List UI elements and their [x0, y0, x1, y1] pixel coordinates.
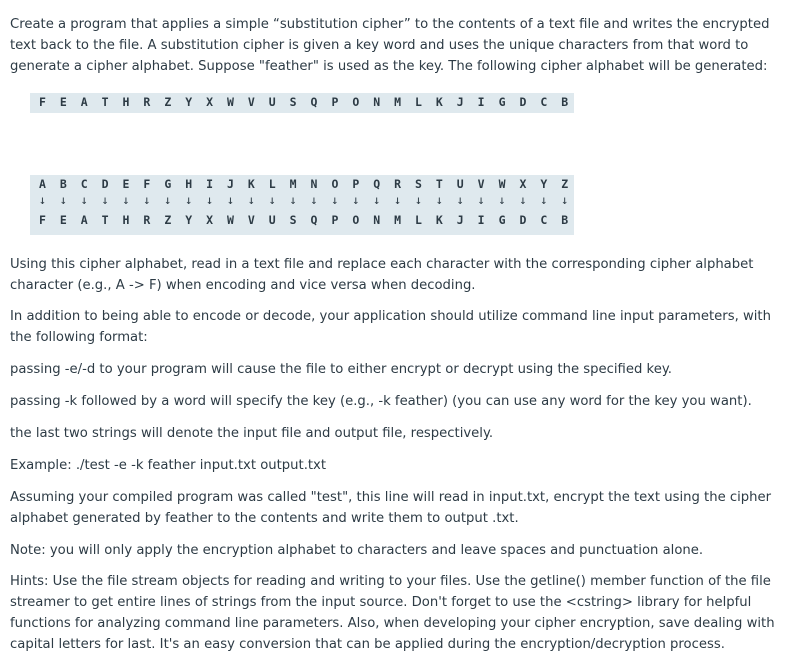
plain-letter-8: I — [206, 177, 214, 191]
mapped-cipher-letter-9: W — [226, 213, 234, 227]
plain-letter-16: Q — [373, 177, 381, 191]
mapped-cipher-letter-25: B — [561, 213, 569, 227]
mapped-cipher-letter-14: P — [331, 213, 339, 227]
down-arrow-icon: ↓ — [456, 193, 464, 207]
down-arrow-icon: ↓ — [435, 193, 443, 207]
down-arrow-icon: ↓ — [477, 193, 485, 207]
cipher-alphabet-row — [32, 95, 575, 109]
down-arrow-icon: ↓ — [247, 193, 255, 207]
plain-letter-23: X — [519, 177, 527, 191]
mapped-cipher-letter-20: J — [456, 213, 464, 227]
cipher-letter-23: D — [519, 95, 527, 109]
note-paragraph: Note: you will only apply the encryption alphabet to characters and leave spaces and punctuation alone. — [10, 543, 704, 558]
plain-letter-14: O — [331, 177, 339, 191]
plain-letter-15: P — [352, 177, 360, 191]
mapped-cipher-letter-4: H — [122, 213, 130, 227]
plain-letter-9: J — [226, 177, 234, 191]
mapping-table — [30, 175, 574, 235]
plain-letter-13: N — [310, 177, 318, 191]
plain-letter-3: D — [101, 177, 109, 191]
plain-letter-21: V — [477, 177, 485, 191]
plain-letter-17: R — [394, 177, 402, 191]
cipher-letter-1: E — [59, 95, 67, 109]
plain-letter-6: G — [164, 177, 172, 191]
flag-ed-paragraph: passing -e/-d to your program will cause the file to either encrypt or decrypt using the specified key. — [10, 362, 672, 377]
plain-letter-24: Y — [540, 177, 548, 191]
down-arrow-icon: ↓ — [393, 193, 402, 207]
mapped-cipher-letter-7: Y — [185, 213, 193, 227]
plain-alphabet-row — [32, 177, 575, 191]
files-paragraph: the last two strings will denote the input file and output file, respectively. — [10, 426, 494, 441]
cipher-letter-19: K — [435, 95, 443, 109]
cipher-letter-18: L — [415, 95, 422, 109]
down-arrow-icon: ↓ — [38, 193, 47, 207]
cipher-letter-8: X — [206, 95, 214, 109]
plain-letter-2: C — [80, 177, 88, 191]
mapped-cipher-letter-21: I — [477, 213, 485, 227]
down-arrow-icon: ↓ — [164, 193, 172, 207]
cipher-letter-9: W — [226, 95, 234, 109]
mapped-cipher-letter-12: S — [289, 213, 297, 227]
cipher-letter-20: J — [456, 95, 464, 109]
cipher-letter-22: G — [498, 95, 506, 109]
down-arrow-icon: ↓ — [519, 193, 527, 207]
mapped-cipher-letter-2: A — [80, 213, 88, 227]
cipher-letter-0: F — [38, 95, 46, 109]
usage-paragraph: Using this cipher alphabet, read in a text file and replace each character with the corresponding cipher alphabet character (e.g., A -> F) when encoding and vice versa when decoding. — [10, 257, 754, 293]
mapped-cipher-letter-5: R — [143, 213, 151, 227]
plain-letter-22: W — [498, 177, 506, 191]
plain-letter-11: L — [268, 177, 276, 191]
mapped-cipher-letter-1: E — [59, 213, 67, 227]
cipher-letter-15: O — [352, 95, 360, 109]
down-arrow-icon: ↓ — [185, 193, 193, 207]
plain-letter-10: K — [247, 177, 255, 191]
mapped-cipher-letter-13: Q — [310, 213, 318, 227]
mapped-cipher-letter-16: N — [373, 213, 381, 227]
cipher-letter-7: Y — [185, 95, 193, 109]
down-arrow-icon: ↓ — [80, 193, 88, 207]
plain-letter-1: B — [59, 177, 67, 191]
down-arrow-icon: ↓ — [352, 193, 360, 207]
plain-letter-20: U — [456, 177, 464, 191]
mapped-cipher-letter-24: C — [540, 213, 548, 227]
down-arrow-icon: ↓ — [310, 193, 318, 207]
cipher-letter-24: C — [540, 95, 548, 109]
down-arrow-icon: ↓ — [205, 193, 214, 207]
down-arrow-icon: ↓ — [268, 193, 276, 207]
arrow-row — [32, 193, 575, 207]
mapped-cipher-letter-17: M — [394, 213, 402, 227]
down-arrow-icon: ↓ — [331, 193, 339, 207]
cipher-letter-12: S — [289, 95, 297, 109]
down-arrow-icon: ↓ — [143, 193, 151, 207]
plain-letter-7: H — [185, 177, 193, 191]
mapped-cipher-letter-22: G — [498, 213, 506, 227]
intro-paragraph: Create a program that applies a simple “substitution cipher” to the contents of a text file and writes the encrypted text back to the file. A substitution cipher is given a key word and uses the unique characters from that word to generate a cipher alphabet. Suppose "feather" is used as the key. The following cipher alphabet will be generated: — [10, 17, 770, 74]
down-arrow-icon: ↓ — [122, 193, 130, 207]
down-arrow-icon: ↓ — [540, 193, 548, 207]
flag-k-paragraph: passing -k followed by a word will specify the key (e.g., -k feather) (you can use any word for the key you want). — [10, 394, 752, 409]
cipher-letter-14: P — [331, 95, 339, 109]
mapped-cipher-letter-0: F — [38, 213, 46, 227]
down-arrow-icon: ↓ — [101, 193, 109, 207]
mapped-cipher-letter-10: V — [247, 213, 255, 227]
cipher-letter-25: B — [561, 95, 569, 109]
down-arrow-icon: ↓ — [226, 193, 235, 207]
plain-letter-25: Z — [561, 177, 569, 191]
mapped-cipher-letter-15: O — [352, 213, 360, 227]
mapped-cipher-letter-8: X — [206, 213, 214, 227]
mapped-cipher-letter-23: D — [519, 213, 527, 227]
down-arrow-icon: ↓ — [561, 193, 569, 207]
plain-letter-4: E — [122, 177, 130, 191]
cipher-letter-4: H — [122, 95, 130, 109]
down-arrow-icon: ↓ — [59, 193, 67, 207]
hints-paragraph: Hints: Use the file stream objects for reading and writing to your files. Use the getline() member function of the file streamer to get entire lines of strings from the input source. Don't forget to use the <cstring> library for helpful functions for analyzing command line parameters. Also, when developing your cipher encryption, save dealing with capital letters for last. It's an easy conversion that can be applied during the encryption/decryption process. — [10, 574, 775, 652]
cipher-letter-13: Q — [310, 95, 318, 109]
cipher-letter-10: V — [247, 95, 255, 109]
cipher-letter-11: U — [268, 95, 276, 109]
mapped-cipher-letter-11: U — [268, 213, 276, 227]
plain-letter-19: T — [435, 177, 443, 191]
down-arrow-icon: ↓ — [289, 193, 297, 207]
plain-letter-12: M — [289, 177, 297, 191]
cipher-letter-5: R — [143, 95, 151, 109]
cipher-letter-17: M — [394, 95, 402, 109]
explanation-paragraph: Assuming your compiled program was called "test", this line will read in input.txt, encrypt the text using the cipher alphabet generated by feather to the contents and write them to output .txt. — [10, 490, 772, 526]
down-arrow-icon: ↓ — [414, 193, 423, 207]
down-arrow-icon: ↓ — [373, 193, 381, 207]
cipher-alphabet-strip — [30, 93, 574, 113]
plain-letter-0: A — [38, 177, 46, 191]
example-paragraph: Example: ./test -e -k feather input.txt output.txt — [10, 458, 327, 473]
mapped-cipher-letter-6: Z — [164, 213, 172, 227]
plain-letter-5: F — [143, 177, 151, 191]
mapped-cipher-letter-19: K — [435, 213, 443, 227]
cipher-letter-21: I — [477, 95, 485, 109]
cli-intro-paragraph: In addition to being able to encode or decode, your application should utilize command line input parameters, with the following format: — [10, 309, 771, 345]
cipher-letter-3: T — [101, 95, 109, 109]
cipher-letter-2: A — [80, 95, 88, 109]
mapped-cipher-letter-3: T — [101, 213, 109, 227]
cipher-letter-6: Z — [164, 95, 172, 109]
down-arrow-icon: ↓ — [498, 193, 506, 207]
cipher-letter-16: N — [373, 95, 381, 109]
plain-letter-18: S — [415, 177, 422, 191]
cipher-alphabet-row — [32, 213, 575, 227]
mapped-cipher-letter-18: L — [415, 213, 422, 227]
